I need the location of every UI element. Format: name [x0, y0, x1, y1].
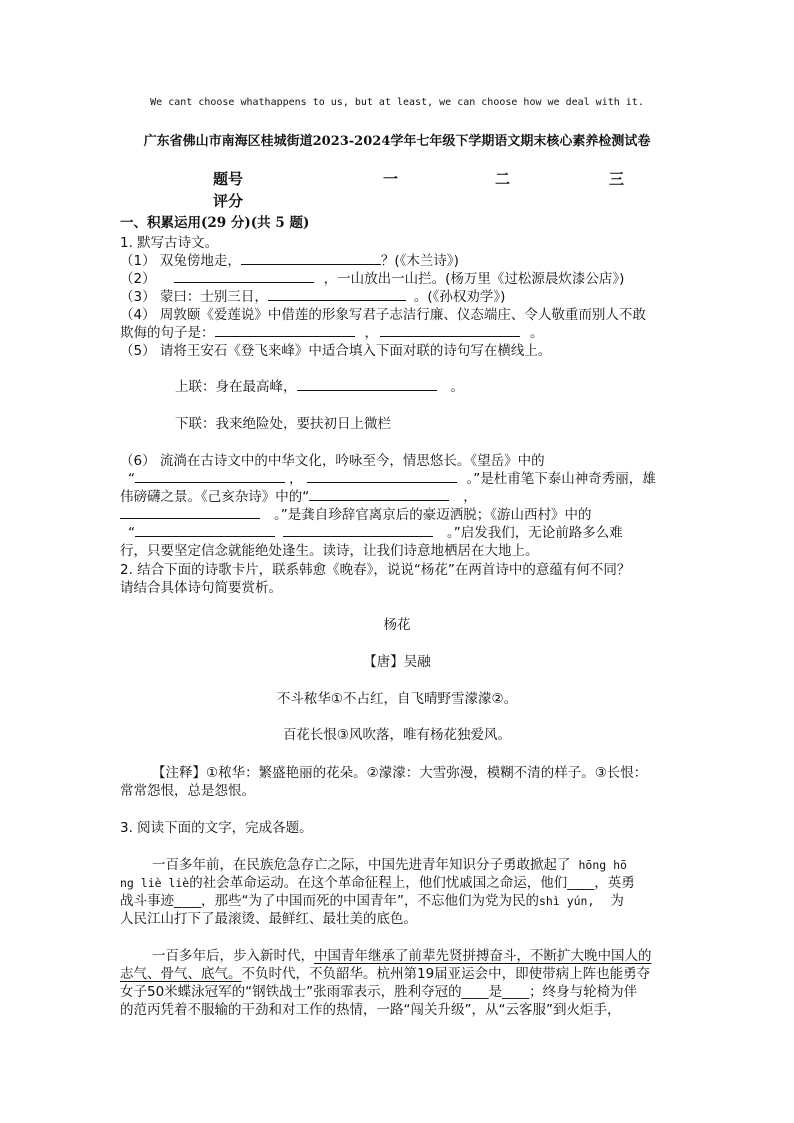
answer-blank[interactable]: [309, 486, 449, 501]
q1-item-6-line6: 行，只要坚定信念就能绝处逢生。读诗，让我们诗意地栖居在大地上。: [120, 543, 539, 559]
answer-blank[interactable]: [241, 250, 381, 265]
poem-line-2: 百花长恨③风吹落，唯有杨花独爱风。: [282, 727, 512, 743]
answer-blank[interactable]: [174, 268, 314, 283]
passage-p2-line2: 志气、骨气、底气。不负时代，不负韶华。杭州第19届亚运会中，即使带病上阵也能勇夺: [120, 966, 651, 982]
q1-item-2: （2） ，一山放出一山拦。(杨万里《过松源晨炊漆公店》): [120, 267, 624, 287]
q1-item-4-cont: 欺侮的句子是： ， 。: [120, 321, 544, 341]
score-table-row-label-number: 题号: [213, 170, 244, 188]
q1-item-6-line2: “ ， 。”是杜甫笔下泰山神奇秀丽，雄: [120, 467, 656, 487]
answer-blank[interactable]: [297, 376, 437, 391]
q1-item-1: （1） 双兔傍地走， ？(《木兰诗》): [120, 249, 459, 269]
q1-stem: 1. 默写古诗文。: [120, 235, 219, 251]
poem-note: 【注释】①秾华：繁盛艳丽的花朵。②濛濛：大雪弥漫，模糊不清的样子。③长恨：: [152, 765, 648, 781]
passage-p2-line4: 的范丙凭着不服输的干劲和对工作的热情，一路“闯关升级”，从“云客服”到火炬手，: [120, 1002, 621, 1018]
section-heading: 一、积累运用(29 分)(共 5 题): [120, 215, 310, 231]
poem-note-cont: 常常怨恨，总是怨恨。: [120, 783, 255, 799]
answer-blank[interactable]: [120, 504, 260, 519]
answer-blank[interactable]: [380, 322, 520, 337]
answer-blank[interactable]: [268, 286, 406, 301]
answer-blank[interactable]: [215, 322, 355, 337]
q2-stem-cont: 请结合具体诗句简要赏析。: [120, 580, 282, 596]
score-table-col-2: 二: [495, 170, 511, 188]
q2-stem: 2. 结合下面的诗歌卡片，联系韩愈《晚春》，说说“杨花”在两首诗中的意蕴有何不同？: [120, 562, 631, 578]
answer-blank[interactable]: [135, 522, 275, 537]
q3-stem: 3. 阅读下面的文字，完成各题。: [120, 820, 313, 836]
couplet-upper: 上联：身在最高峰， 。: [175, 375, 464, 395]
score-table-row-label-score: 评分: [213, 192, 244, 210]
answer-blank[interactable]: [307, 468, 457, 483]
passage-p2-line1: 一百多年后，步入新时代，中国青年继承了前辈先贤拼搏奋斗，不断扩大晚中国人的: [152, 948, 652, 964]
poem-title: 杨花: [383, 617, 411, 633]
passage-p1-line3: 战斗事迹____，那些“为了中国而死的中国青年”，不忘他们为党为民的shì yún, 为: [120, 893, 624, 909]
q1-item-5: （5） 请将王安石《登飞来峰》中适合填入下面对联的诗句写在横线上。: [120, 343, 552, 359]
q1-item-6: （6） 流淌在古诗文中的中华文化，吟咏至今，情思悠长。《望岳》中的: [120, 453, 545, 469]
passage-p1-line1: 一百多年前，在民族危急存亡之际，中国先进青年知识分子勇敢掀起了 hōng hō: [152, 857, 627, 873]
motto-header: We cant choose whathappens to us, but at least, we can choose how we deal with it.: [150, 97, 644, 108]
exam-title: 广东省佛山市南海区桂城街道2023-2024学年七年级下学期语文期末核心素养检测试卷: [143, 134, 651, 149]
passage-p1-line2: ng liè liè的社会革命运动。在这个革命征程上，他们忧戚国之命运，他们____，英勇: [120, 875, 635, 891]
q1-item-3: （3） 蒙曰：士别三日， 。(《孙权劝学》): [120, 285, 505, 305]
score-table-col-3: 三: [609, 170, 625, 188]
poem-author: 【唐】吴融: [363, 654, 431, 670]
q1-item-6-line3: 伟磅礴之景。《己亥杂诗》中的“ ，: [120, 485, 477, 505]
poem-line-1: 不斗秾华①不占红，自飞晴野雪濛濛②。: [276, 691, 518, 707]
score-table-col-1: 一: [383, 170, 399, 188]
couplet-lower: 下联：我来绝险处，要扶初日上微栏: [175, 416, 391, 432]
underlined-sentence: 中国青年继承了前辈先贤拼搏奋斗，不断扩大晚中国人的: [314, 948, 652, 964]
q1-item-4: （4） 周敦颐《爱莲说》中借莲的形象写君子志洁行廉、仪态端庄、令人敬重而别人不敢: [120, 307, 646, 323]
underlined-sentence-cont: 志气、骨气、底气。: [120, 966, 242, 982]
answer-blank[interactable]: [283, 522, 433, 537]
passage-p1-line4: 人民江山打下了最滚烫、最鲜红、最壮美的底色。: [120, 911, 417, 927]
q1-item-6-line5: “ 。”启发我们，无论前路多么难: [120, 521, 623, 541]
q1-item-6-line4: 。”是龚自珍辞官离京后的豪迈洒脱；《游山西村》中的: [120, 503, 592, 523]
answer-blank[interactable]: [135, 468, 285, 483]
passage-p2-line3: 女子50米蝶泳冠军的“钢铁战士”张雨霏表示，胜利夺冠的____是____；终身与轮椅为伴: [120, 984, 638, 1000]
